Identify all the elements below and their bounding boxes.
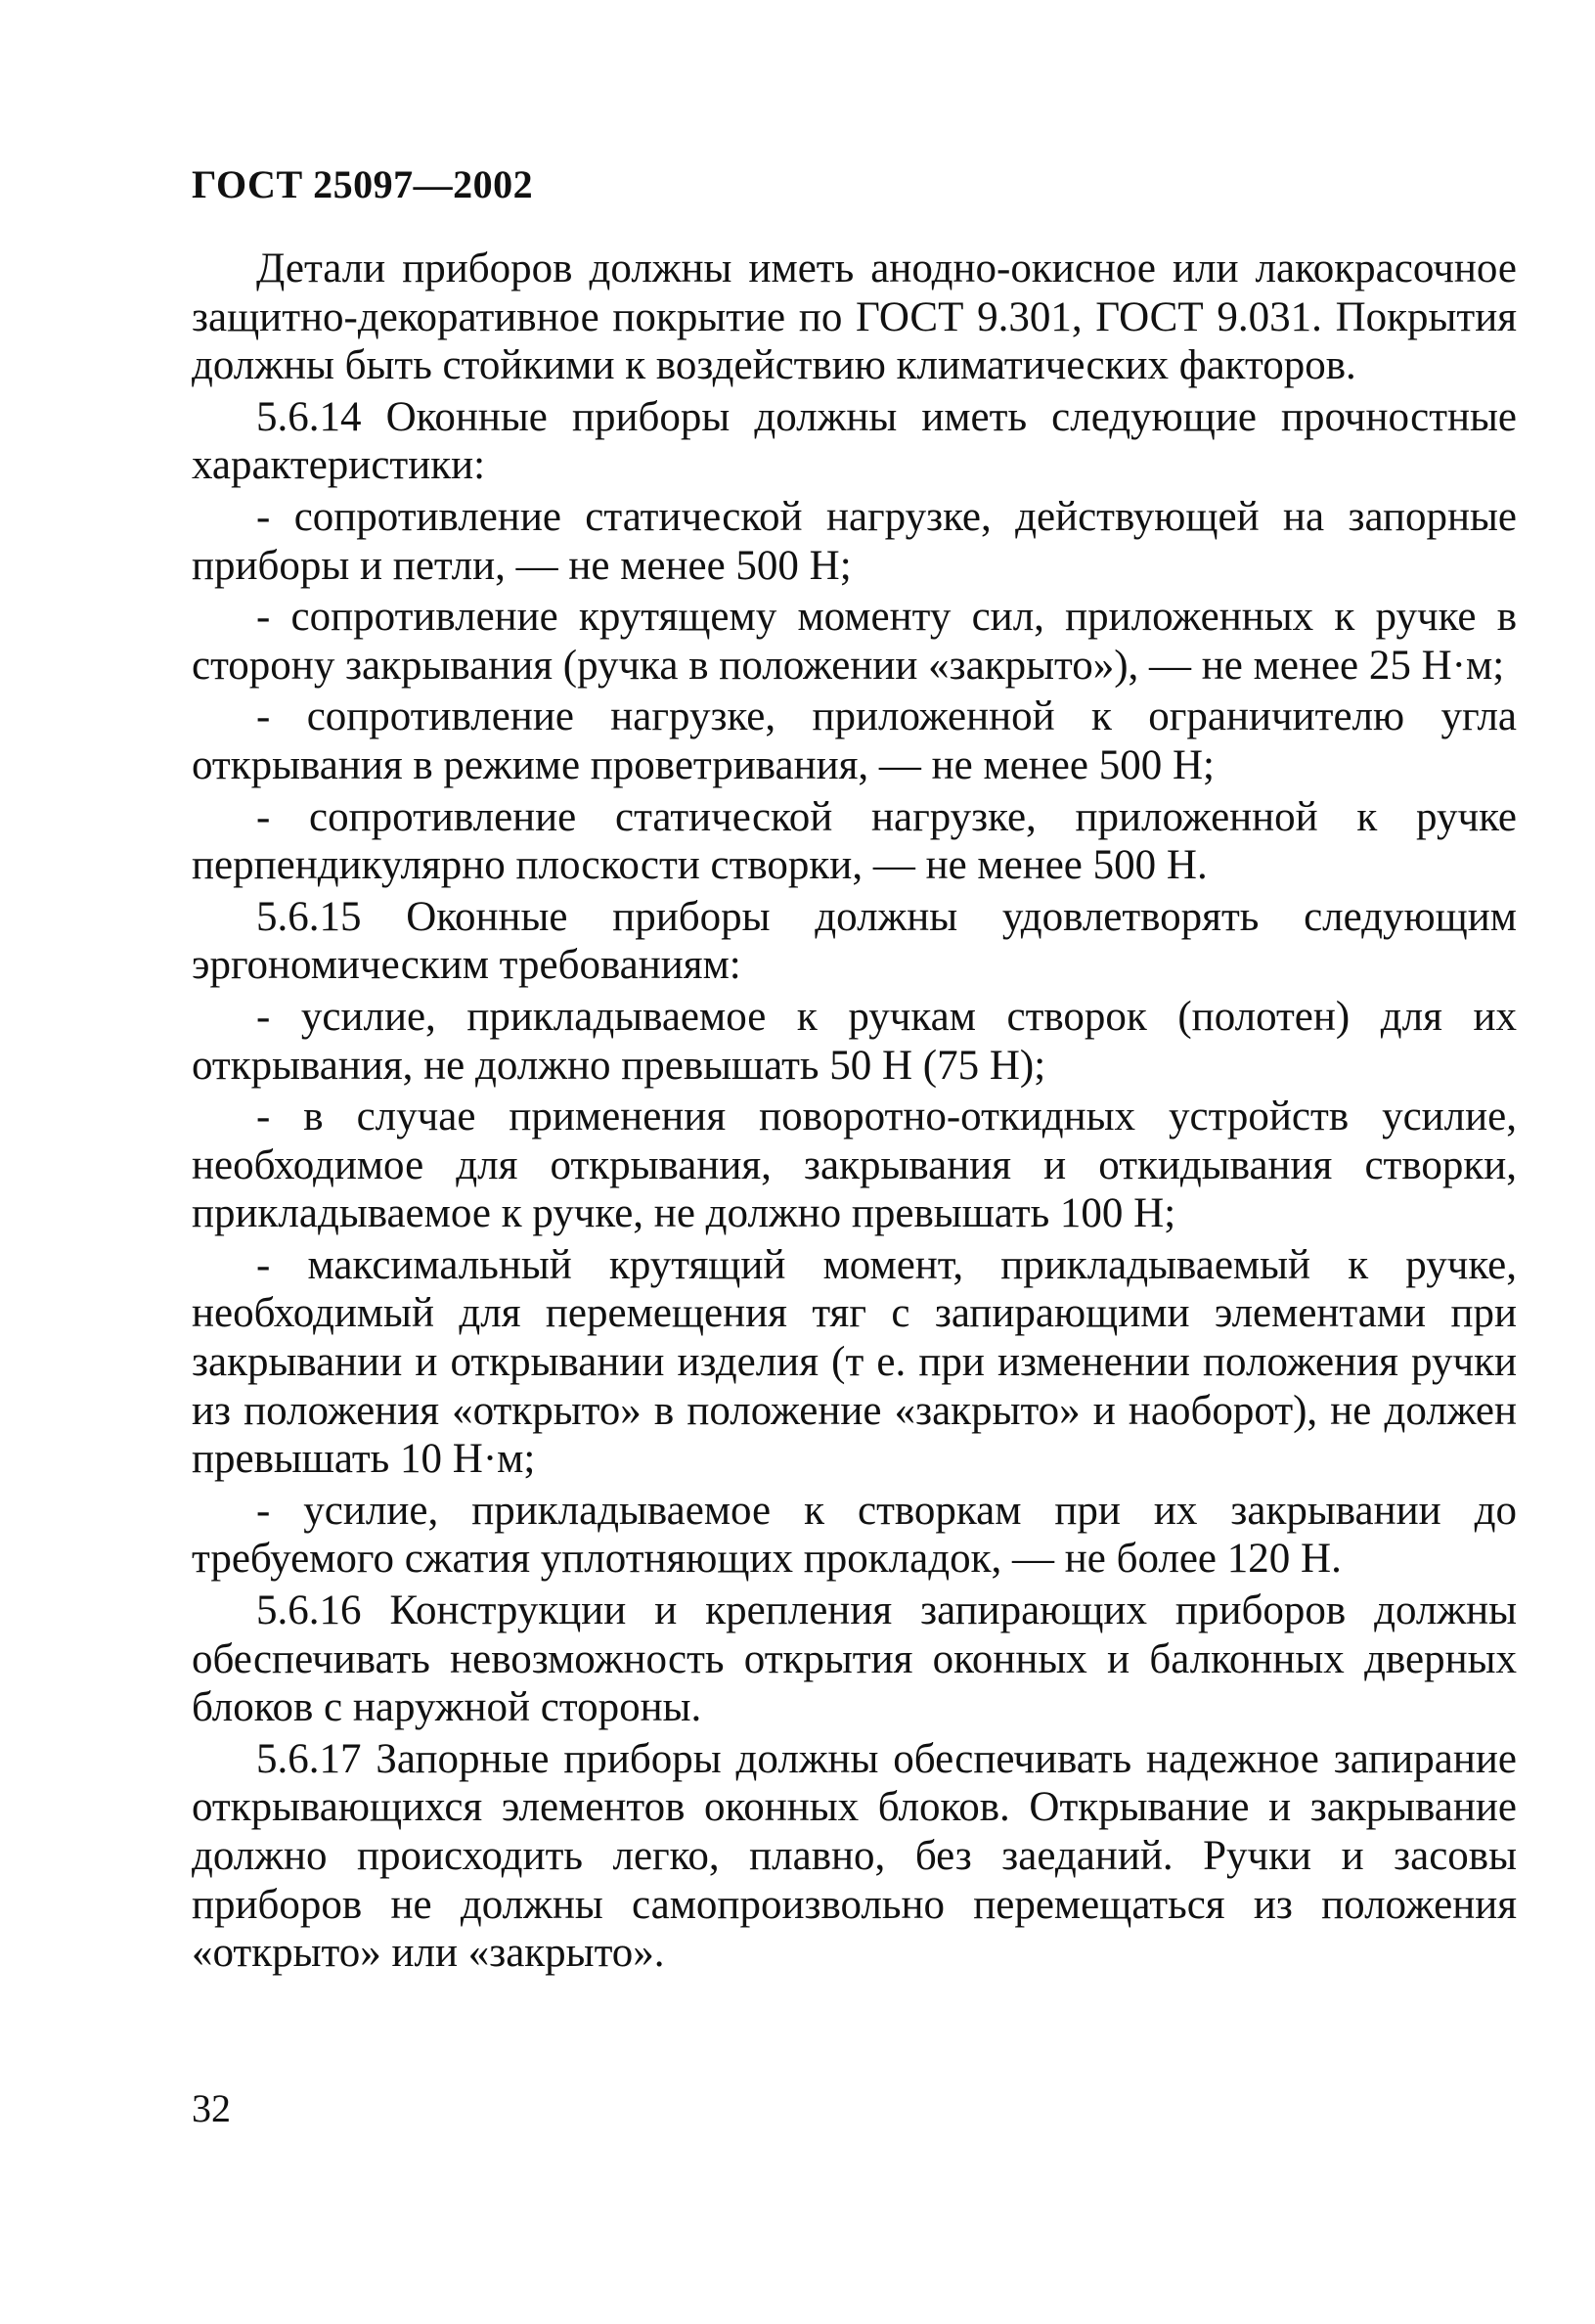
list-item: - усилие, прикладываемое к ручкам створок (полотен) для их открывания, не должно превышать 50 Н (75 Н); <box>192 993 1517 1089</box>
document-header: ГОСТ 25097—2002 <box>192 162 534 206</box>
clause-5-6-14: 5.6.14 Оконные приборы должны иметь следующие прочностные характеристики: <box>192 393 1517 489</box>
paragraph-coatings: Детали приборов должны иметь анодно-окисное или лакокрасочное защитно-декоративное покрытие по ГОСТ 9.301, ГОСТ 9.031. Покрытия должны быть стойкими к воздействию климатических факторов. <box>192 246 1517 389</box>
list-item: - сопротивление крутящему моменту сил, приложенных к ручке в сторону закрывания (ручка в положении «закрыто»), — не менее 25 Н·м; <box>192 594 1517 689</box>
clause-5-6-15: 5.6.15 Оконные приборы должны удовлетворять следующим эргономическим требованиям: <box>192 893 1517 989</box>
list-item: - сопротивление нагрузке, приложенной к ограничителю угла открывания в режиме проветривания, — не менее 500 Н; <box>192 693 1517 788</box>
list-item: - сопротивление статической нагрузке, действующей на запорные приборы и петли, — не менее 500 Н; <box>192 493 1517 589</box>
document-body <box>192 245 1517 1981</box>
list-item: - в случае применения поворотно-откидных устройств усилие, необходимое для открывания, закрывания и откидывания створки, прикладываемое к ручке, не должно превышать 100 Н; <box>192 1094 1517 1237</box>
list-item: - сопротивление статической нагрузке, приложенной к ручке перпендикулярно плоскости створки, — не менее 500 Н. <box>192 793 1517 889</box>
list-item: - усилие, прикладываемое к створкам при их закрывании до требуемого сжатия уплотняющих прокладок, — не более 120 Н. <box>192 1487 1517 1583</box>
clause-5-6-17: 5.6.17 Запорные приборы должны обеспечивать надежное запирание открывающихся элементов оконных блоков. Открывание и закрывание должно происходить легко, плавно, без заеданий. Ручки и засовы приборов не должны самопроизвольно перемещаться из положения «открыто» или «закрыто». <box>192 1735 1517 1977</box>
list-item: - максимальный крутящий момент, прикладываемый к ручке, необходимый для перемещения тяг с запирающими элементами при закрывании и открывании изделия (т е. при изменении положения ручки из положения «открыто» в положение «закрыто» и наоборот), не должен превышать 10 Н·м; <box>192 1241 1517 1483</box>
page-number: 32 <box>192 2086 231 2130</box>
clause-5-6-16: 5.6.16 Конструкции и крепления запирающих приборов должны обеспечивать невозможность открытия оконных и балконных дверных блоков с наружной стороны. <box>192 1587 1517 1731</box>
